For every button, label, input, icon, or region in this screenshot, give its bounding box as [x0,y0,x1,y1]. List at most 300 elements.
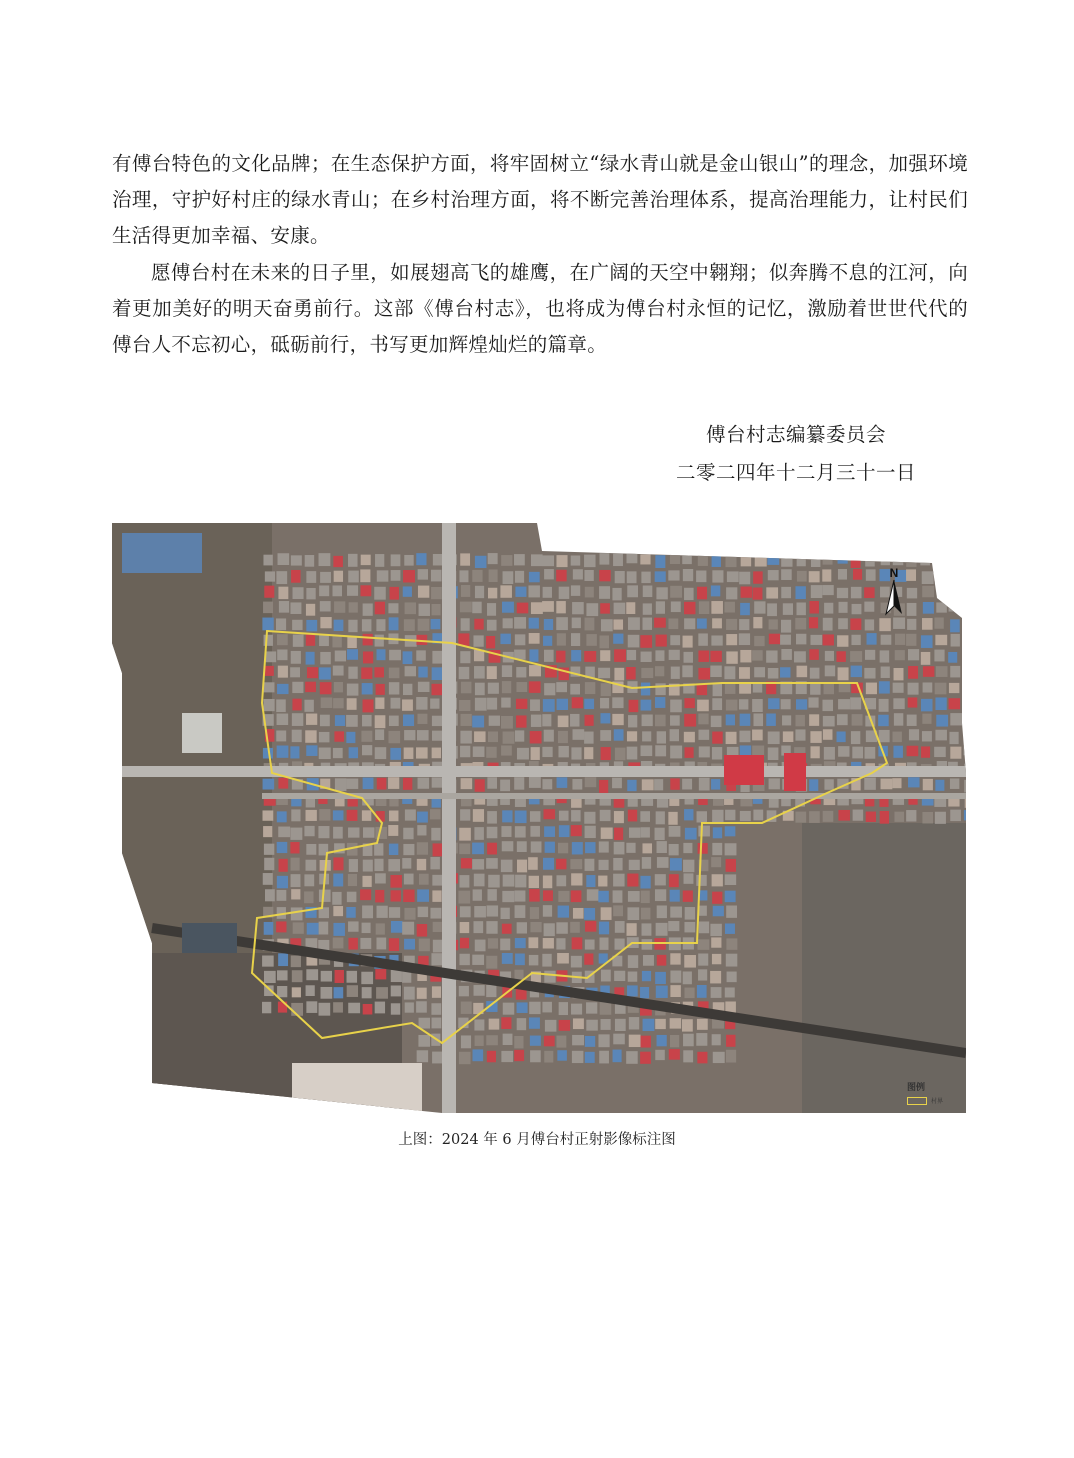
roof [768,747,779,760]
roof [472,716,484,728]
roof [670,729,679,741]
roof [937,585,948,597]
roof [277,746,289,758]
roof [460,714,471,726]
roof [655,650,664,661]
roof [514,1050,524,1061]
roof [570,859,582,869]
roof [461,585,470,597]
roof [486,921,497,934]
roof [430,699,439,709]
open-square [182,713,222,753]
roof [433,554,443,565]
roof [432,667,444,680]
roof [950,778,959,788]
roof [486,747,496,758]
roof [810,682,820,694]
roof [641,700,652,711]
roof [488,875,500,888]
roof [515,905,526,918]
roof [922,571,934,584]
roof [542,1002,552,1013]
roof [781,555,792,567]
roof [419,939,430,952]
roof [544,683,555,695]
roof [629,1017,639,1029]
roof [514,1036,523,1048]
roof [586,634,596,646]
roof [389,907,400,918]
roof [712,892,722,904]
roof [670,554,680,564]
roof [375,873,386,883]
roof [628,972,638,982]
roof [670,971,681,983]
roof [292,730,302,742]
roof [376,684,385,695]
roof [627,731,637,741]
roof [517,841,527,852]
roof [557,953,569,964]
roof [430,857,439,869]
roof [474,874,485,887]
roof [514,777,524,789]
roof [713,827,722,838]
roof [404,730,415,740]
roof [417,1050,428,1062]
roof [486,858,498,869]
roof [823,555,833,565]
roof [488,889,497,901]
roof [838,810,850,821]
roof [531,602,543,614]
roof [614,828,623,841]
roof [725,987,735,997]
roof [544,826,555,837]
roof [375,554,384,567]
roof [332,892,341,905]
roof [655,555,665,568]
roof [334,571,343,582]
roof [655,683,665,695]
roof [684,652,693,663]
roof [375,1002,385,1014]
roof [656,587,667,599]
roof [321,987,333,999]
roof [627,650,636,660]
roof [416,1001,427,1012]
roof [837,731,846,742]
roof [487,666,497,679]
roof [823,618,833,631]
roof [627,780,636,791]
roof [389,668,400,679]
roof [293,922,304,933]
roof [670,985,680,997]
roof [475,698,487,711]
roof [278,778,288,789]
roof [699,778,710,791]
roof [501,908,510,919]
roof [612,588,621,600]
roof [725,891,736,902]
roof [752,699,763,712]
roof [614,811,624,823]
roof [557,1050,567,1060]
roof [517,748,529,760]
roof [836,651,845,662]
roof [838,553,848,564]
roof [320,652,331,664]
roof [613,1034,625,1045]
roof [516,699,527,709]
roof [391,890,401,901]
roof [600,1002,612,1015]
roof [264,922,274,935]
roof [614,971,625,981]
roof [641,827,650,837]
roof [264,586,274,598]
roof [725,683,736,694]
roof [599,570,610,581]
roof [262,1002,271,1013]
roof [850,697,861,709]
roof [459,986,469,996]
roof [600,713,610,723]
roof [391,970,402,982]
roof [391,570,401,581]
roof [711,937,721,947]
roof [794,651,806,662]
roof [825,665,835,676]
roof [388,731,400,743]
roof [333,556,343,567]
roof [923,682,933,692]
roof [558,891,569,902]
roof [542,779,552,789]
roof [432,1018,442,1029]
roof [908,683,919,695]
roof [264,666,273,676]
roof [838,746,849,757]
roof [542,954,551,967]
roof [950,747,961,759]
roof [389,716,399,726]
roof [531,554,543,566]
roof [851,635,860,645]
roof [375,602,385,615]
roof [879,730,890,742]
roof [346,715,358,727]
roof [277,634,288,645]
roof [936,715,948,727]
roof [558,746,568,757]
roof [320,572,331,583]
roof [810,668,820,679]
roof [405,1002,414,1012]
roof [556,617,568,630]
roof [487,603,496,616]
roof [907,619,916,630]
roof [377,649,386,660]
roof [754,636,764,646]
roof [460,938,469,949]
roof [697,618,707,628]
roof [319,748,331,760]
roof [460,553,470,565]
roof [669,826,681,837]
roof [628,617,640,630]
roof [375,969,386,979]
roof [585,618,595,631]
roof [333,906,343,916]
roof [643,586,653,598]
roof [657,731,666,743]
roof [934,617,943,628]
roof [598,891,609,902]
signature-date: 二零二四年十二月三十一日 [675,461,916,484]
roof [781,699,791,709]
roof [472,843,484,855]
roof [684,618,695,629]
roof [374,843,383,855]
roof [390,748,401,760]
main-road-east-west [112,766,966,777]
roof [556,555,567,567]
roof [418,586,429,598]
roof [332,585,342,596]
roof [851,731,860,744]
roof [291,555,302,565]
roof [682,553,692,564]
roof [657,1035,667,1046]
roof [809,601,819,613]
roof [600,730,611,741]
roof [642,923,652,935]
roof [627,571,637,583]
roof [529,889,540,902]
roof [389,844,398,855]
roof [460,906,471,917]
roof [530,731,542,743]
roof [474,985,485,996]
roof [431,953,443,965]
roof [459,875,469,887]
roof [530,811,541,822]
roof [500,634,510,644]
roof [670,635,680,645]
roof [824,682,834,694]
roof [683,636,693,648]
roof [949,683,959,693]
roof [474,827,483,840]
roof [489,716,500,726]
roof [559,1002,568,1015]
roof [682,665,692,677]
roof [710,651,721,662]
roof [571,873,582,885]
roof [668,812,677,825]
roof [657,857,669,868]
roof [923,779,933,790]
roof [292,970,303,982]
roof [346,779,358,789]
roof [684,732,695,743]
roof [669,874,679,887]
roof [419,874,429,885]
roof [486,636,495,648]
roof [291,907,303,920]
roof [348,921,359,931]
roof [418,619,430,631]
roof [374,859,383,871]
roof [809,617,818,628]
roof [754,667,765,677]
roof [291,874,301,887]
roof [503,1034,513,1045]
roof [641,683,650,696]
roof [319,667,331,679]
roof [529,681,541,693]
roof [922,812,933,824]
roof [599,938,608,950]
roof [585,842,595,853]
roof [726,859,736,872]
roof [404,874,414,885]
roof [670,778,679,789]
roof [697,811,707,822]
roof [472,570,482,582]
roof [487,843,497,855]
roof [306,571,316,583]
roof [515,938,526,948]
roof [586,603,598,616]
roof [419,604,430,616]
roof [881,779,893,790]
roof [712,843,722,855]
roof [655,745,666,756]
roof [531,747,540,760]
roof [769,619,778,629]
roof [515,587,526,597]
roof [376,987,388,999]
roof [613,874,624,887]
roof [347,649,358,660]
roof [781,649,792,660]
roof [502,810,512,822]
roof [501,1017,511,1029]
roof [586,875,595,887]
roof [543,875,552,888]
roof [683,569,693,581]
roof [823,634,834,645]
roof [964,586,966,599]
roof [893,617,905,628]
roof [474,921,484,933]
roof [529,955,538,965]
roof [472,859,484,869]
roof [361,555,371,565]
roof [809,649,818,660]
roof [614,729,624,740]
roof [600,810,611,821]
roof [963,555,966,568]
body-text [112,146,968,363]
roof [556,601,566,613]
roof [559,825,570,837]
roof [585,826,596,838]
roof [278,553,290,565]
roof [529,777,541,788]
roof [349,747,358,758]
roof [866,812,876,822]
roof [432,731,442,741]
roof [710,666,721,678]
roof [349,859,358,872]
roof [291,651,301,664]
roof [642,843,652,853]
roof [306,620,317,631]
roof [473,809,484,822]
roof [473,635,483,646]
roof [431,587,442,599]
roof [598,876,607,887]
roof [572,618,581,629]
roof [753,713,763,726]
roof [949,554,959,566]
roof [461,1002,472,1014]
roof [825,651,834,661]
roof [683,890,693,901]
roof [488,683,499,694]
roof [739,731,750,743]
roof [475,556,487,568]
roof [641,668,653,678]
roof [320,617,331,628]
roof [500,780,510,792]
roof [416,747,428,758]
southern-compound [292,1063,422,1113]
roof [585,715,594,726]
roof [783,731,794,742]
roof [780,635,791,645]
roof [906,634,916,646]
roof [529,1017,540,1028]
roof [641,1036,651,1048]
roof [881,555,890,565]
roof [699,921,709,933]
roof [544,569,554,579]
roof [726,587,737,599]
roof [390,875,401,888]
roof [320,715,330,727]
roof [416,697,427,710]
roof [473,889,482,900]
roof [724,666,735,679]
roof [710,924,721,936]
roof [698,826,710,837]
roof [809,811,820,823]
roof [475,779,485,791]
roof [670,890,680,902]
roof [601,683,611,696]
roof [362,876,371,887]
roof [601,619,613,631]
roof [684,698,694,708]
roof [488,938,498,948]
roof [612,697,623,708]
roof [683,971,692,984]
